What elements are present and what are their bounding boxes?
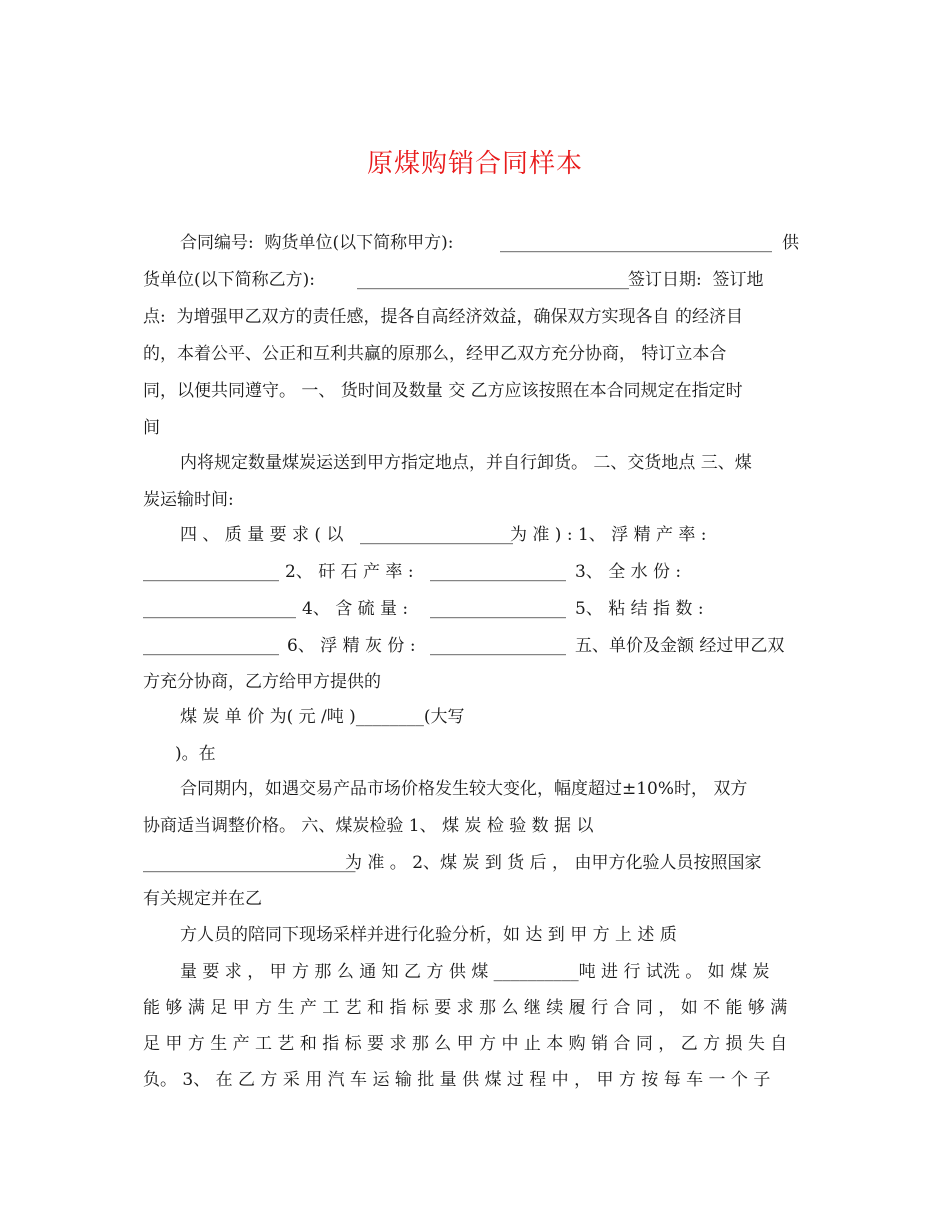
- blank-field: ________________: [430, 636, 566, 656]
- blank-field: ________________: [143, 636, 279, 656]
- contract-text: 能 够 满 足 甲 方 生 产 工 艺 和 指 标 要 求 那 么 继 续 履 行 合 同 ， 如 不 能 够 满: [143, 998, 788, 1018]
- blank-field: _________________________: [143, 853, 356, 873]
- contract-text: 货单位(以下简称乙方):: [143, 270, 315, 290]
- contract-text: 合同期内，如遇交易产品市场价格发生较大变化，幅度超过±10%时， 双方: [180, 779, 748, 799]
- contract-text: 有关规定并在乙: [143, 889, 262, 909]
- contract-text: 足 甲 方 生 产 工 艺 和 指 标 要 求 那 么 甲 方 中 止 本 购 销 合 同 ， 乙 方 损 失 自: [143, 1034, 788, 1054]
- contract-text: 4、 含 硫 量 :: [302, 599, 409, 619]
- contract-text: )。在: [175, 744, 216, 764]
- contract-text: 2、 矸 石 产 率 :: [285, 562, 414, 582]
- contract-text: 签订日期: 签订地: [628, 270, 764, 290]
- contract-text: 的，本着公平、公正和互利共赢的原那么，经甲乙双方充分协商， 特订立本合: [143, 344, 727, 364]
- contract-text: 为 准 。 2、煤 炭 到 货 后 ， 由甲方化验人员按照国家: [345, 853, 762, 873]
- blank-field: ________________: [143, 562, 279, 582]
- contract-text: 协商适当调整价格。 六、煤炭检验 1、 煤 炭 检 验 数 据 以: [143, 816, 594, 836]
- contract-text: 方人员的陪同下现场采样并进行化验分析，如 达 到 甲 方 上 述 质: [180, 925, 677, 945]
- document-title: 原煤购销合同样本: [366, 149, 583, 179]
- contract-text: 煤 炭 单 价 为( 元 /吨 )________(大写: [180, 707, 465, 727]
- contract-text: 方充分协商，乙方给甲方提供的: [143, 672, 381, 692]
- contract-text: 间: [143, 418, 160, 438]
- blank-field: ________________: [430, 562, 566, 582]
- contract-text: 量 要 求 ， 甲 方 那 么 通 知 乙 方 供 煤 __________吨 进 行 试洗 。 如 煤 炭: [180, 962, 770, 982]
- contract-text: 合同编号: 购货单位(以下简称甲方):: [180, 233, 454, 253]
- contract-text: 5、 粘 结 指 数 :: [575, 599, 704, 619]
- blank-field: __________________: [143, 599, 296, 619]
- blank-field: __________________: [360, 525, 513, 545]
- blank-field: ________________________________: [357, 270, 629, 290]
- contract-text: 五、单价及金额 经过甲乙双: [575, 636, 785, 656]
- contract-text: 四 、 质 量 要 求 ( 以: [180, 525, 344, 545]
- contract-text: 炭运输时间:: [143, 490, 234, 510]
- contract-text: 同，以便共同遵守。 一、 货时间及数量 交 乙方应该按照在本合同规定在指定时: [143, 381, 743, 401]
- contract-text: 负。 3、 在 乙 方 采 用 汽 车 运 输 批 量 供 煤 过 程 中 ， 甲 方 按 每 车 一 个 子: [143, 1070, 771, 1090]
- contract-text: 点: 为增强甲乙双方的责任感，提各自高经济效益，确保双方实现各自 的经济目: [143, 307, 743, 327]
- contract-text: 为 准 ) : 1、 浮 精 产 率 :: [510, 525, 707, 545]
- contract-text: 内将规定数量煤炭运送到甲方指定地点，并自行卸货。 二、交货地点 三、煤: [180, 453, 752, 473]
- blank-field: ________________: [430, 599, 566, 619]
- contract-text: 6、 浮 精 灰 份 :: [287, 636, 416, 656]
- contract-text: 3、 全 水 份 :: [575, 562, 682, 582]
- contract-text: 供: [782, 233, 799, 253]
- blank-field: ________________________________: [500, 233, 772, 253]
